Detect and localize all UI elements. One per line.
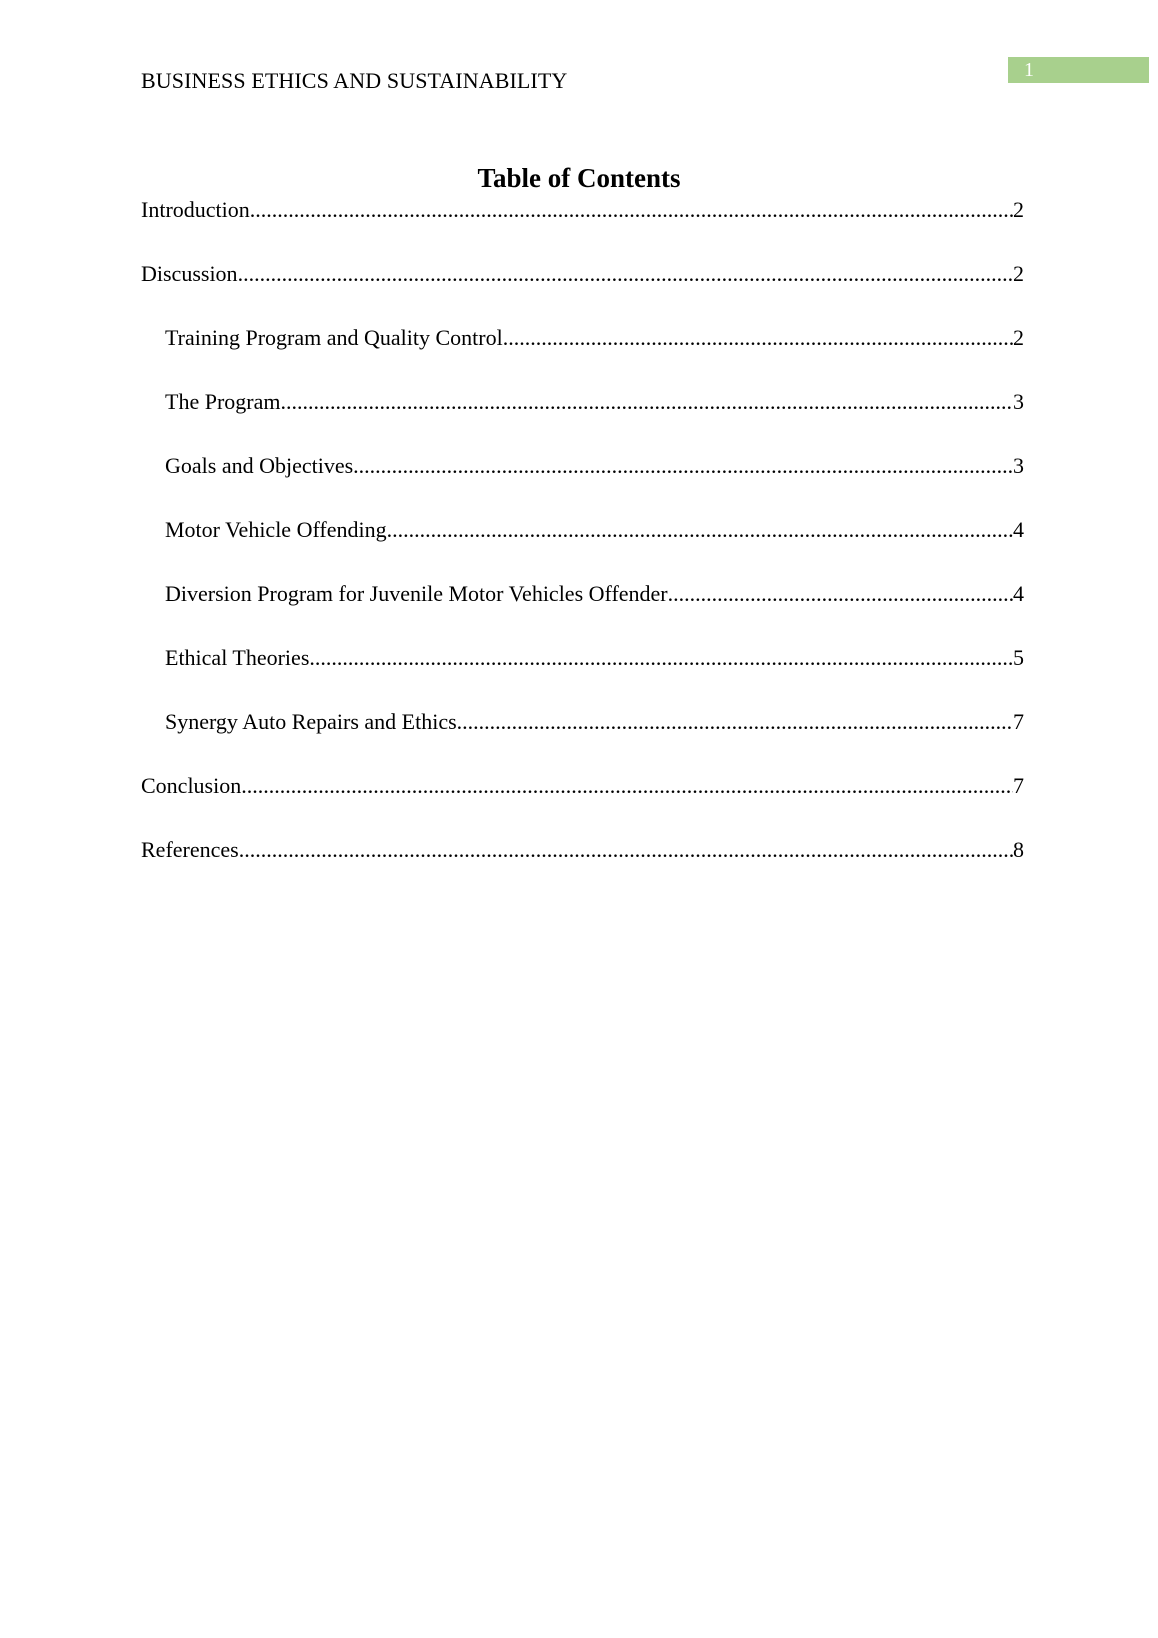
- toc-entry-text: Ethical Theories: [165, 645, 310, 670]
- toc-title: Table of Contents: [477, 163, 681, 193]
- toc-dot-leader: [238, 260, 1013, 288]
- toc-dot-leader: [309, 644, 1013, 672]
- toc-page-number: 8: [1013, 837, 1024, 862]
- toc-page-number: 7: [1013, 709, 1024, 734]
- toc-entry-text: Introduction: [141, 197, 250, 222]
- toc-entry-ethical-theories[interactable]: [141, 644, 1024, 708]
- toc-entry-text: Goals and Objectives: [165, 453, 354, 478]
- toc-entry-text: Conclusion: [141, 773, 242, 798]
- toc-page-number: 3: [1013, 389, 1024, 414]
- toc-page-number: 5: [1013, 645, 1024, 670]
- table-of-contents: [141, 196, 1024, 900]
- toc-entry-synergy-auto-repairs[interactable]: [141, 708, 1024, 772]
- toc-dot-leader: [241, 772, 1013, 800]
- toc-page-number: 3: [1013, 453, 1024, 478]
- toc-entry-text: Motor Vehicle Offending: [165, 517, 387, 542]
- toc-page-number: 2: [1013, 197, 1024, 222]
- toc-entry-training-program[interactable]: [141, 324, 1024, 388]
- toc-entry-text: Discussion: [141, 261, 238, 286]
- toc-dot-leader: [457, 708, 1013, 736]
- toc-page-number: 2: [1013, 325, 1024, 350]
- toc-entry-text: The Program: [165, 389, 281, 414]
- toc-entry-introduction[interactable]: [141, 196, 1024, 260]
- toc-entry-the-program[interactable]: [141, 388, 1024, 452]
- toc-dot-leader: [668, 580, 1013, 608]
- toc-entry-discussion[interactable]: [141, 260, 1024, 324]
- running-head: BUSINESS ETHICS AND SUSTAINABILITY: [141, 68, 568, 93]
- toc-page-number: 2: [1013, 261, 1024, 286]
- toc-entry-text: Training Program and Quality Control: [165, 325, 503, 350]
- toc-page-number: 4: [1013, 581, 1024, 606]
- toc-entry-references[interactable]: [141, 836, 1024, 900]
- toc-dot-leader: [250, 196, 1013, 224]
- toc-entry-text: References: [141, 837, 239, 862]
- toc-page-number: 4: [1013, 517, 1024, 542]
- toc-entry-text: Diversion Program for Juvenile Motor Vehicles Offender: [165, 581, 668, 606]
- toc-dot-leader: [353, 452, 1013, 480]
- toc-entry-diversion-program[interactable]: [141, 580, 1024, 644]
- toc-entry-goals-objectives[interactable]: [141, 452, 1024, 516]
- toc-entry-conclusion[interactable]: [141, 772, 1024, 836]
- toc-dot-leader: [503, 324, 1013, 352]
- toc-entry-motor-vehicle-offending[interactable]: [141, 516, 1024, 580]
- toc-dot-leader: [280, 388, 1013, 416]
- toc-dot-leader: [239, 836, 1013, 864]
- toc-entry-text: Synergy Auto Repairs and Ethics: [165, 709, 457, 734]
- toc-page-number: 7: [1013, 773, 1024, 798]
- toc-dot-leader: [387, 516, 1013, 544]
- page-number-badge: 1: [1008, 57, 1149, 83]
